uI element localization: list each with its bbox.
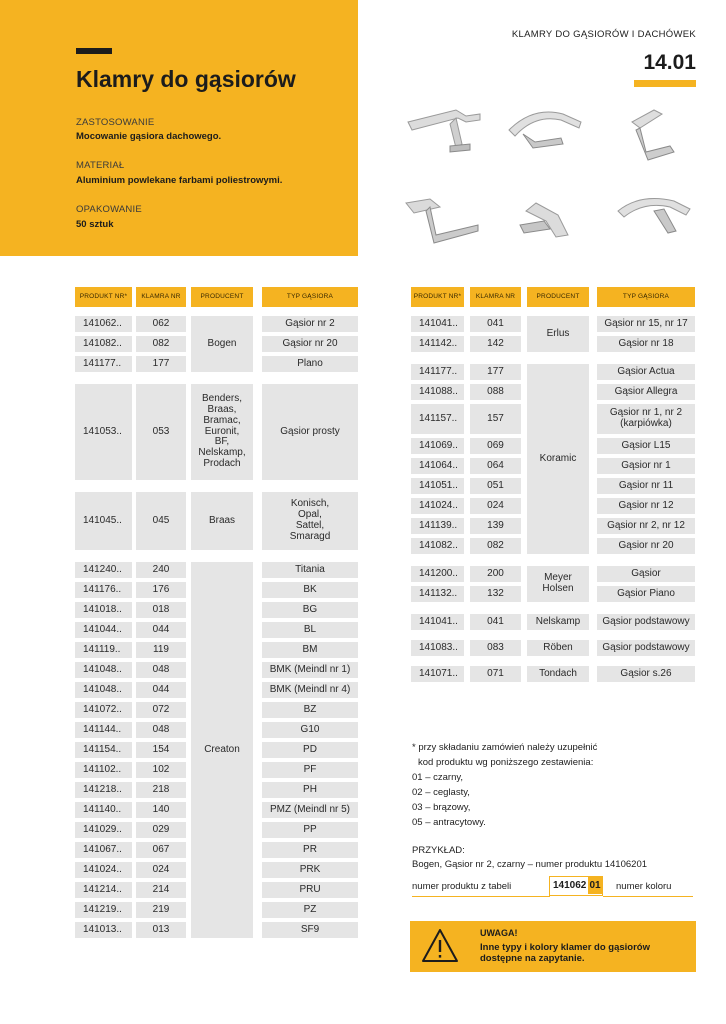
clamp-number-cell: 157 bbox=[470, 404, 521, 434]
color-number-label: numer koloru bbox=[616, 881, 672, 892]
ridge-type-cell: PRU bbox=[262, 882, 358, 898]
clamp-number-cell: 082 bbox=[136, 336, 186, 352]
example-color-code: 01 bbox=[588, 877, 602, 894]
ridge-type-cell: Gąsior L15 bbox=[597, 438, 695, 454]
product-number-cell: 141072.. bbox=[75, 702, 132, 718]
product-number-cell: 141088.. bbox=[411, 384, 464, 400]
ridge-type-cell: Gąsior nr 2 bbox=[262, 316, 358, 332]
product-number-cell: 141048.. bbox=[75, 682, 132, 698]
product-number-cell: 141200.. bbox=[411, 566, 464, 582]
example-underline-right bbox=[603, 896, 693, 897]
product-number-cell: 141048.. bbox=[75, 662, 132, 678]
clamp-photo-2 bbox=[503, 100, 589, 166]
hero-panel bbox=[0, 0, 358, 256]
column-header-0: PRODUKT NR* bbox=[75, 287, 132, 307]
ridge-type-cell: BMK (Meindl nr 4) bbox=[262, 682, 358, 698]
clamp-number-cell: 064 bbox=[470, 458, 521, 474]
column-header-1: KLAMRA NR bbox=[470, 287, 521, 307]
clamp-number-cell: 072 bbox=[136, 702, 186, 718]
product-number-cell: 141214.. bbox=[75, 882, 132, 898]
producer-cell: Creaton bbox=[191, 562, 253, 938]
category-label: KLAMRY DO GĄSIORÓW I DACHÓWEK bbox=[511, 29, 696, 40]
example-product-code: 141062 bbox=[553, 880, 587, 891]
product-number-cell: 141082.. bbox=[411, 538, 464, 554]
producer-cell: Meyer Holsen bbox=[527, 566, 589, 602]
product-number-cell: 141044.. bbox=[75, 622, 132, 638]
producer-cell: Bogen bbox=[191, 316, 253, 372]
product-number-cell: 141240.. bbox=[75, 562, 132, 578]
clamp-number-cell: 018 bbox=[136, 602, 186, 618]
ridge-type-cell: BMK (Meindl nr 1) bbox=[262, 662, 358, 678]
ridge-type-cell: BG bbox=[262, 602, 358, 618]
clamp-photo-1 bbox=[400, 100, 486, 166]
example-underline-left bbox=[412, 896, 550, 897]
clamp-number-cell: 083 bbox=[470, 640, 521, 656]
product-number-cell: 141013.. bbox=[75, 922, 132, 938]
clamp-photo-4 bbox=[400, 185, 486, 251]
clamp-number-cell: 044 bbox=[136, 682, 186, 698]
title-accent-bar bbox=[76, 48, 112, 54]
clamp-number-cell: 048 bbox=[136, 662, 186, 678]
color-code-brick: 02 – ceglasty, bbox=[412, 787, 470, 798]
clamp-number-cell: 062 bbox=[136, 316, 186, 332]
ridge-type-cell: Plano bbox=[262, 356, 358, 372]
ridge-type-cell: SF9 bbox=[262, 922, 358, 938]
product-number-cell: 141132.. bbox=[411, 586, 464, 602]
clamp-number-cell: 029 bbox=[136, 822, 186, 838]
clamp-photo-6 bbox=[610, 185, 696, 251]
ridge-type-cell: Gąsior podstawowy bbox=[597, 614, 695, 630]
warning-text bbox=[480, 942, 650, 965]
example-text: Bogen, Gąsior nr 2, czarny – numer produktu 14106201 bbox=[412, 859, 648, 870]
ridge-type-cell: Gąsior podstawowy bbox=[597, 640, 695, 656]
warning-triangle-icon bbox=[420, 927, 460, 965]
section-number: 14.01 bbox=[643, 51, 696, 74]
clamp-number-cell: 240 bbox=[136, 562, 186, 578]
ridge-type-cell: Gąsior bbox=[597, 566, 695, 582]
footnote-line-2: kod produktu wg poniższego zestawienia: bbox=[418, 757, 594, 768]
product-number-cell: 141177.. bbox=[75, 356, 132, 372]
clamp-number-cell: 132 bbox=[470, 586, 521, 602]
clamp-number-cell: 067 bbox=[136, 842, 186, 858]
clamp-number-cell: 082 bbox=[470, 538, 521, 554]
producer-cell: Erlus bbox=[527, 316, 589, 352]
ridge-type-cell: PP bbox=[262, 822, 358, 838]
example-title: PRZYKŁAD: bbox=[412, 845, 465, 856]
producer-cell: Nelskamp bbox=[527, 614, 589, 630]
product-number-cell: 141219.. bbox=[75, 902, 132, 918]
color-code-brown: 03 – brązowy, bbox=[412, 802, 471, 813]
ridge-type-cell: PRK bbox=[262, 862, 358, 878]
clamp-number-cell: 051 bbox=[470, 478, 521, 494]
ridge-type-cell: PD bbox=[262, 742, 358, 758]
clamp-number-cell: 214 bbox=[136, 882, 186, 898]
producer-cell: Röben bbox=[527, 640, 589, 656]
ridge-type-cell: Gąsior nr 1 bbox=[597, 458, 695, 474]
clamp-number-cell: 219 bbox=[136, 902, 186, 918]
ridge-type-cell: Titania bbox=[262, 562, 358, 578]
ridge-type-cell: BK bbox=[262, 582, 358, 598]
column-header-2: PRODUCENT bbox=[527, 287, 589, 307]
warning-line-1: Inne typy i kolory klamer do gąsiorów bbox=[480, 942, 650, 953]
clamp-number-cell: 139 bbox=[470, 518, 521, 534]
ridge-type-cell: BL bbox=[262, 622, 358, 638]
ridge-type-cell: BM bbox=[262, 642, 358, 658]
clamp-photo-5 bbox=[506, 185, 592, 251]
clamp-number-cell: 119 bbox=[136, 642, 186, 658]
product-number-cell: 141140.. bbox=[75, 802, 132, 818]
spec-value-material: Aluminium powlekane farbami poliestrowymi. bbox=[76, 175, 283, 186]
product-number-cell: 141064.. bbox=[411, 458, 464, 474]
ridge-type-cell: Gąsior Actua bbox=[597, 364, 695, 380]
product-number-cell: 141176.. bbox=[75, 582, 132, 598]
page-title: Klamry do gąsiorów bbox=[76, 66, 296, 92]
ridge-type-cell: Gąsior nr 11 bbox=[597, 478, 695, 494]
section-accent-bar bbox=[634, 80, 696, 87]
spec-label-material: MATERIAŁ bbox=[76, 160, 125, 171]
product-number-cell: 141157.. bbox=[411, 404, 464, 434]
product-number-cell: 141082.. bbox=[75, 336, 132, 352]
ridge-type-cell: Gąsior nr 15, nr 17 bbox=[597, 316, 695, 332]
product-number-cell: 141069.. bbox=[411, 438, 464, 454]
product-number-cell: 141071.. bbox=[411, 666, 464, 682]
product-number-cell: 141102.. bbox=[75, 762, 132, 778]
column-header-2: PRODUCENT bbox=[191, 287, 253, 307]
ridge-type-cell: Gąsior Allegra bbox=[597, 384, 695, 400]
clamp-number-cell: 013 bbox=[136, 922, 186, 938]
ridge-type-cell: Gąsior s.26 bbox=[597, 666, 695, 682]
clamp-number-cell: 024 bbox=[470, 498, 521, 514]
clamp-number-cell: 045 bbox=[136, 492, 186, 550]
producer-cell: Braas bbox=[191, 492, 253, 550]
product-number-cell: 141062.. bbox=[75, 316, 132, 332]
clamp-photo-3 bbox=[610, 100, 696, 166]
clamp-number-cell: 102 bbox=[136, 762, 186, 778]
product-number-cell: 141029.. bbox=[75, 822, 132, 838]
ridge-type-cell: PMZ (Meindl nr 5) bbox=[262, 802, 358, 818]
ridge-type-cell: G10 bbox=[262, 722, 358, 738]
product-number-cell: 141053.. bbox=[75, 384, 132, 480]
clamp-number-cell: 200 bbox=[470, 566, 521, 582]
color-code-black: 01 – czarny, bbox=[412, 772, 464, 783]
ridge-type-cell: Gąsior nr 20 bbox=[597, 538, 695, 554]
product-number-cell: 141218.. bbox=[75, 782, 132, 798]
color-code-anthracite: 05 – antracytowy. bbox=[412, 817, 486, 828]
from-table-label: numer produktu z tabeli bbox=[412, 881, 512, 892]
ridge-type-cell: Gąsior nr 12 bbox=[597, 498, 695, 514]
clamp-number-cell: 041 bbox=[470, 614, 521, 630]
clamp-number-cell: 218 bbox=[136, 782, 186, 798]
clamp-number-cell: 048 bbox=[136, 722, 186, 738]
product-number-cell: 141144.. bbox=[75, 722, 132, 738]
clamp-number-cell: 088 bbox=[470, 384, 521, 400]
ridge-type-cell: BZ bbox=[262, 702, 358, 718]
ridge-type-cell: PZ bbox=[262, 902, 358, 918]
clamp-number-cell: 177 bbox=[470, 364, 521, 380]
clamp-number-cell: 154 bbox=[136, 742, 186, 758]
ridge-type-cell: Gąsior nr 2, nr 12 bbox=[597, 518, 695, 534]
spec-value-packaging: 50 sztuk bbox=[76, 219, 114, 230]
ridge-type-cell: PF bbox=[262, 762, 358, 778]
column-header-1: KLAMRA NR bbox=[136, 287, 186, 307]
clamp-number-cell: 177 bbox=[136, 356, 186, 372]
ridge-type-cell: PH bbox=[262, 782, 358, 798]
producer-cell: Tondach bbox=[527, 666, 589, 682]
product-number-cell: 141139.. bbox=[411, 518, 464, 534]
footnote-line-1: * przy składaniu zamówień należy uzupełnić bbox=[412, 742, 598, 753]
product-number-cell: 141041.. bbox=[411, 614, 464, 630]
clamp-number-cell: 140 bbox=[136, 802, 186, 818]
product-number-cell: 141051.. bbox=[411, 478, 464, 494]
product-number-cell: 141041.. bbox=[411, 316, 464, 332]
ridge-type-cell: Gąsior nr 20 bbox=[262, 336, 358, 352]
ridge-type-cell: Gąsior nr 18 bbox=[597, 336, 695, 352]
clamp-number-cell: 176 bbox=[136, 582, 186, 598]
clamp-number-cell: 053 bbox=[136, 384, 186, 480]
product-number-cell: 141024.. bbox=[75, 862, 132, 878]
producer-cell: Koramic bbox=[527, 364, 589, 554]
ridge-type-cell: Gąsior nr 1, nr 2 (karpiówka) bbox=[597, 404, 695, 434]
clamp-number-cell: 069 bbox=[470, 438, 521, 454]
product-number-cell: 141045.. bbox=[75, 492, 132, 550]
clamp-number-cell: 044 bbox=[136, 622, 186, 638]
product-number-cell: 141119.. bbox=[75, 642, 132, 658]
product-number-cell: 141083.. bbox=[411, 640, 464, 656]
product-number-cell: 141177.. bbox=[411, 364, 464, 380]
clamp-number-cell: 142 bbox=[470, 336, 521, 352]
spec-value-application: Mocowanie gąsiora dachowego. bbox=[76, 131, 222, 142]
warning-title: UWAGA! bbox=[480, 928, 518, 938]
producer-cell: Benders, Braas, Bramac, Euronit, BF, Nelskamp, Prodach bbox=[191, 384, 253, 480]
ridge-type-cell: Gąsior Piano bbox=[597, 586, 695, 602]
product-number-cell: 141067.. bbox=[75, 842, 132, 858]
ridge-type-cell: Gąsior prosty bbox=[262, 384, 358, 480]
warning-line-2: dostępne na zapytanie. bbox=[480, 953, 585, 965]
column-header-0: PRODUKT NR* bbox=[411, 287, 464, 307]
spec-label-application: ZASTOSOWANIE bbox=[76, 117, 155, 128]
clamp-number-cell: 024 bbox=[136, 862, 186, 878]
ridge-type-cell: PR bbox=[262, 842, 358, 858]
column-header-3: TYP GĄSIORA bbox=[262, 287, 358, 307]
column-header-3: TYP GĄSIORA bbox=[597, 287, 695, 307]
ridge-type-cell: Konisch, Opal, Sattel, Smaragd bbox=[262, 492, 358, 550]
clamp-number-cell: 041 bbox=[470, 316, 521, 332]
product-number-cell: 141024.. bbox=[411, 498, 464, 514]
clamp-number-cell: 071 bbox=[470, 666, 521, 682]
product-number-cell: 141142.. bbox=[411, 336, 464, 352]
product-number-cell: 141018.. bbox=[75, 602, 132, 618]
spec-label-packaging: OPAKOWANIE bbox=[76, 204, 142, 215]
product-number-cell: 141154.. bbox=[75, 742, 132, 758]
